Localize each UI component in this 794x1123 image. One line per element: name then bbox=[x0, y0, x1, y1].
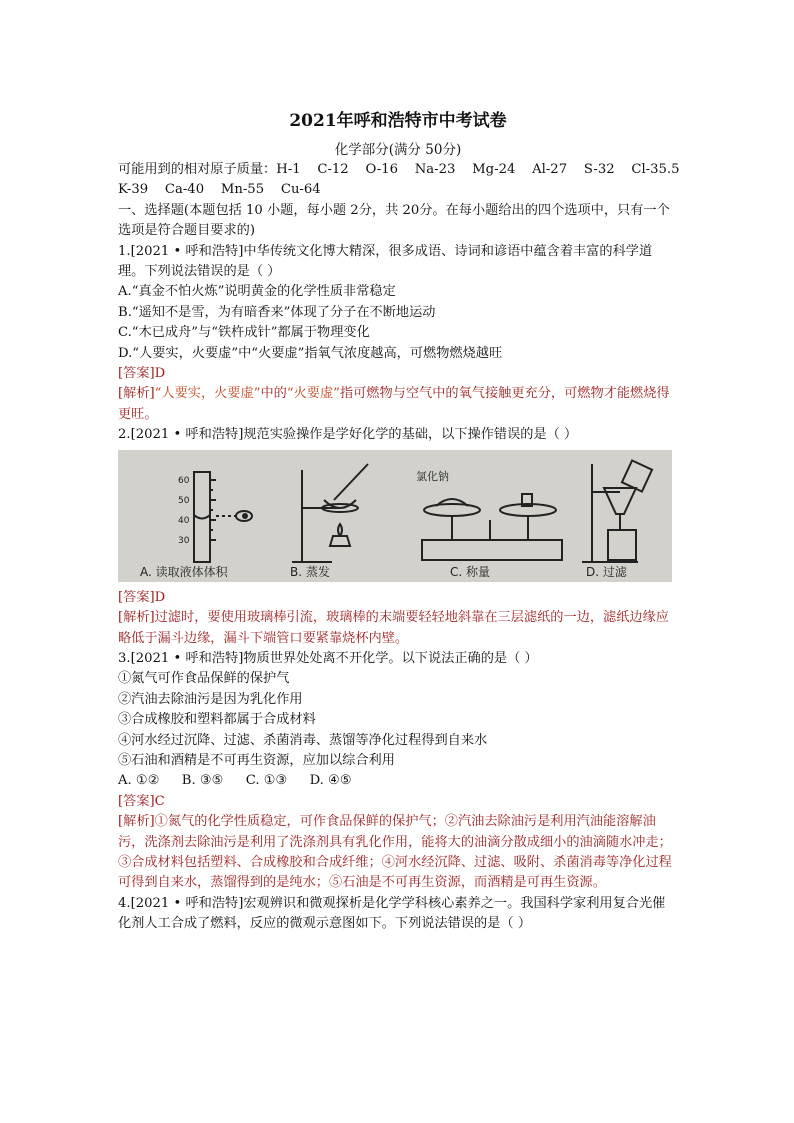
filtration-setup-icon bbox=[582, 460, 652, 562]
caption-d: D. 过滤 bbox=[586, 564, 627, 579]
question-2-analysis: [解析]过滤时，要使用玻璃棒引流，玻璃棒的末端要轻轻地斜靠在三层滤纸的一边，滤纸边缘应略低于漏斗边缘，漏斗下端管口要紧靠烧杯内壁。 bbox=[118, 610, 669, 646]
exam-content bbox=[118, 106, 678, 935]
scale-tick-30: 30 bbox=[178, 535, 190, 546]
evaporation-setup-icon bbox=[292, 464, 368, 562]
question-1-analysis bbox=[118, 384, 678, 425]
question-1-answer: [答案]D bbox=[118, 366, 166, 382]
question-3-item-5: ⑤石油和酒精是不可再生资源，应加以综合利用 bbox=[118, 752, 395, 768]
caption-b: B. 蒸发 bbox=[290, 564, 330, 579]
experiment-illustrations bbox=[118, 450, 672, 582]
experiment-figure bbox=[118, 450, 672, 582]
analysis-text-mid: 中的 bbox=[260, 386, 287, 402]
question-3-stem: 3.[2021 • 呼和浩特]物质世界处处离不开化学。以下说法正确的是（ ） bbox=[118, 650, 538, 666]
analysis-text-rest: 指可燃物与空气中的氧气接触更充分，可燃物才能燃烧得更旺。 bbox=[118, 386, 670, 422]
question-3-option-b: B. ③⑤ bbox=[181, 773, 224, 789]
question-3-item-3: ③合成橡胶和塑料都属于合成材料 bbox=[118, 712, 316, 728]
question-1-option-a: A.“真金不怕火炼”说明黄金的化学性质非常稳定 bbox=[118, 284, 396, 300]
question-3-option-a: A. ①② bbox=[118, 773, 160, 789]
analysis-quote-1: “人要实，火要虚” bbox=[154, 386, 261, 402]
section-heading: 一、选择题(本题包括 10 小题，每小题 2分，共 20分。在每小题给出的四个选项中，只有一个选项是符合题目要求的) bbox=[118, 202, 670, 239]
question-1-option-c: C.“木已成舟”与“铁杵成针”都属于物理变化 bbox=[118, 325, 370, 341]
question-3-item-1: ①氮气可作食品保鲜的保护气 bbox=[118, 671, 290, 687]
question-4-stem: 4.[2021 • 呼和浩特]宏观辨识和微观探析是化学学科核心素养之一。我国科学家利用复合光催化剂人工合成了燃料，反应的微观示意图如下。下列说法错误的是（ ） bbox=[118, 895, 666, 932]
scale-tick-50: 50 bbox=[178, 495, 190, 506]
question-3-options bbox=[118, 771, 678, 791]
page-subtitle: 化学部分(满分 50分) bbox=[334, 142, 462, 158]
graduated-cylinder-icon bbox=[194, 472, 240, 562]
balance-icon bbox=[422, 494, 562, 560]
eye-icon bbox=[236, 511, 252, 521]
question-3-option-c: C. ①③ bbox=[245, 773, 288, 789]
question-3-item-4: ④河水经过沉降、过滤、杀菌消毒、蒸馏等净化过程得到自来水 bbox=[118, 732, 488, 748]
question-1-option-b: B.“遥知不是雪，为有暗香来”体现了分子在不断地运动 bbox=[118, 304, 436, 320]
scale-tick-60: 60 bbox=[178, 475, 190, 486]
question-2-stem: 2.[2021 • 呼和浩特]规范实验操作是学好化学的基础，以下操作错误的是（ ） bbox=[118, 427, 578, 443]
salt-label: 氯化钠 bbox=[416, 469, 449, 483]
question-3-item-2: ②汽油去除油污是因为乳化作用 bbox=[118, 691, 303, 707]
caption-a: A. 读取液体体积 bbox=[140, 564, 228, 579]
question-3-analysis: [解析]①氮气的化学性质稳定，可作食品保鲜的保护气；②汽油去除油污是利用汽油能溶解油污，洗涤剂去除油污是利用了洗涤剂具有乳化作用，能将大的油滴分散成细小的油滴随水冲走；③合成材料包括塑料、合成橡胶和合成纤维；④河水经沉降、过滤、吸附、杀菌消毒等净化过程可得到自来水，蒸馏得到的是纯水；⑤石油是不可再生资源，而酒精是可再生资源。 bbox=[118, 814, 672, 891]
page-title: 2021年呼和浩特市中考试卷 bbox=[289, 111, 507, 131]
atomic-masses-line-1: 可能用到的相对原子质量：H-1 C-12 O-16 Na-23 Mg-24 Al-27 S-32 Cl-35.5 bbox=[118, 162, 680, 177]
analysis-label: [解析] bbox=[118, 386, 155, 402]
question-2-answer: [答案]D bbox=[118, 589, 166, 605]
question-3-option-d: D. ④⑤ bbox=[309, 773, 352, 789]
scale-tick-40: 40 bbox=[178, 515, 190, 526]
question-1-stem: 1.[2021 • 呼和浩特]中华传统文化博大精深，很多成语、诗词和谚语中蕴含着丰富的科学道理。下列说法错误的是（ ） bbox=[118, 243, 653, 280]
atomic-masses-line-2: K-39 Ca-40 Mn-55 Cu-64 bbox=[118, 182, 321, 198]
question-1-option-d: D.“人要实，火要虚”中“火要虚”指氧气浓度越高，可燃物燃烧越旺 bbox=[118, 345, 503, 361]
analysis-quote-2: “火要虚” bbox=[286, 386, 340, 402]
caption-c: C. 称量 bbox=[450, 564, 491, 579]
question-3-answer: [答案]C bbox=[118, 793, 165, 809]
